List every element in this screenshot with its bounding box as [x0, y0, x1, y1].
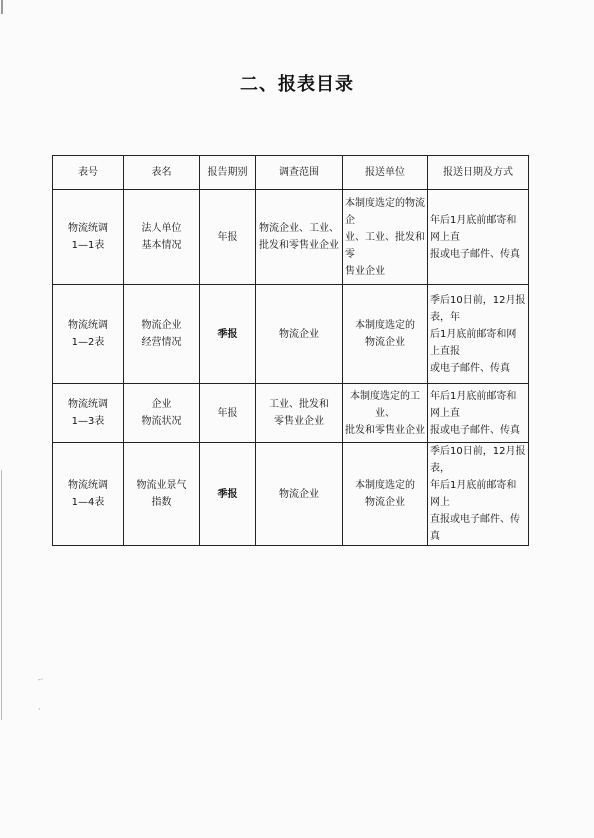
cell-reporting-unit: 本制度选定的 物流企业 [343, 443, 428, 546]
cell-survey-scope: 工业、批发和 零售业企业 [256, 384, 343, 443]
cell-table-number: 物流统调 1—3表 [53, 384, 124, 443]
page-title: 二、报表目录 [240, 74, 354, 95]
cell-reporting-unit: 本制度选定的物流企 业、工业、批发和零 售业企业 [343, 190, 428, 285]
cell-report-period: 年报 [200, 384, 256, 443]
report-catalog-table [52, 155, 529, 546]
header-report-period: 报告期别 [200, 156, 256, 190]
header-submission-date-method: 报送日期及方式 [428, 156, 529, 190]
cell-table-number: 物流统调 1—1表 [53, 190, 124, 285]
scan-edge-mark [1, 0, 3, 14]
cell-survey-scope: 物流企业 [256, 443, 343, 546]
cell-table-name: 物流业景气 指数 [124, 443, 200, 546]
cell-survey-scope: 物流企业 [256, 285, 343, 384]
cell-table-number: 物流统调 1—2表 [53, 285, 124, 384]
header-table-name: 表名 [124, 156, 200, 190]
cell-survey-scope: 物流企业、工业、 批发和零售业企业 [256, 190, 343, 285]
cell-submission-method: 季后10日前，12月报表，年 后1月底前邮寄和网上直报 或电子邮件、传真 [428, 285, 529, 384]
header-survey-scope: 调查范围 [256, 156, 343, 190]
cell-submission-method: 季后10日前，12月报表， 年后1月底前邮寄和网上 直报或电子邮件、传真 [428, 443, 529, 546]
cell-report-period: 年报 [200, 190, 256, 285]
table-row [53, 190, 529, 285]
cell-table-name: 物流企业 经营情况 [124, 285, 200, 384]
scan-speck: · [38, 705, 41, 714]
cell-reporting-unit: 本制度选定的工业、 批发和零售业企业 [343, 384, 428, 443]
cell-table-name: 法人单位 基本情况 [124, 190, 200, 285]
cell-table-name: 企业 物流状况 [124, 384, 200, 443]
header-reporting-unit: 报送单位 [343, 156, 428, 190]
cell-submission-method: 年后1月底前邮寄和网上直 报或电子邮件、传真 [428, 190, 529, 285]
scan-edge-mark [1, 470, 2, 720]
table-row [53, 384, 529, 443]
header-table-number: 表号 [53, 156, 124, 190]
cell-table-number: 物流统调 1—4表 [53, 443, 124, 546]
scan-speck: -· [38, 675, 44, 684]
table-row [53, 443, 529, 546]
cell-reporting-unit: 本制度选定的 物流企业 [343, 285, 428, 384]
cell-submission-method: 年后1月底前邮寄和网上直 报或电子邮件、传真 [428, 384, 529, 443]
cell-report-period: 季报 [200, 443, 256, 546]
cell-report-period: 季报 [200, 285, 256, 384]
table-header-row [53, 156, 529, 190]
table-row [53, 285, 529, 384]
